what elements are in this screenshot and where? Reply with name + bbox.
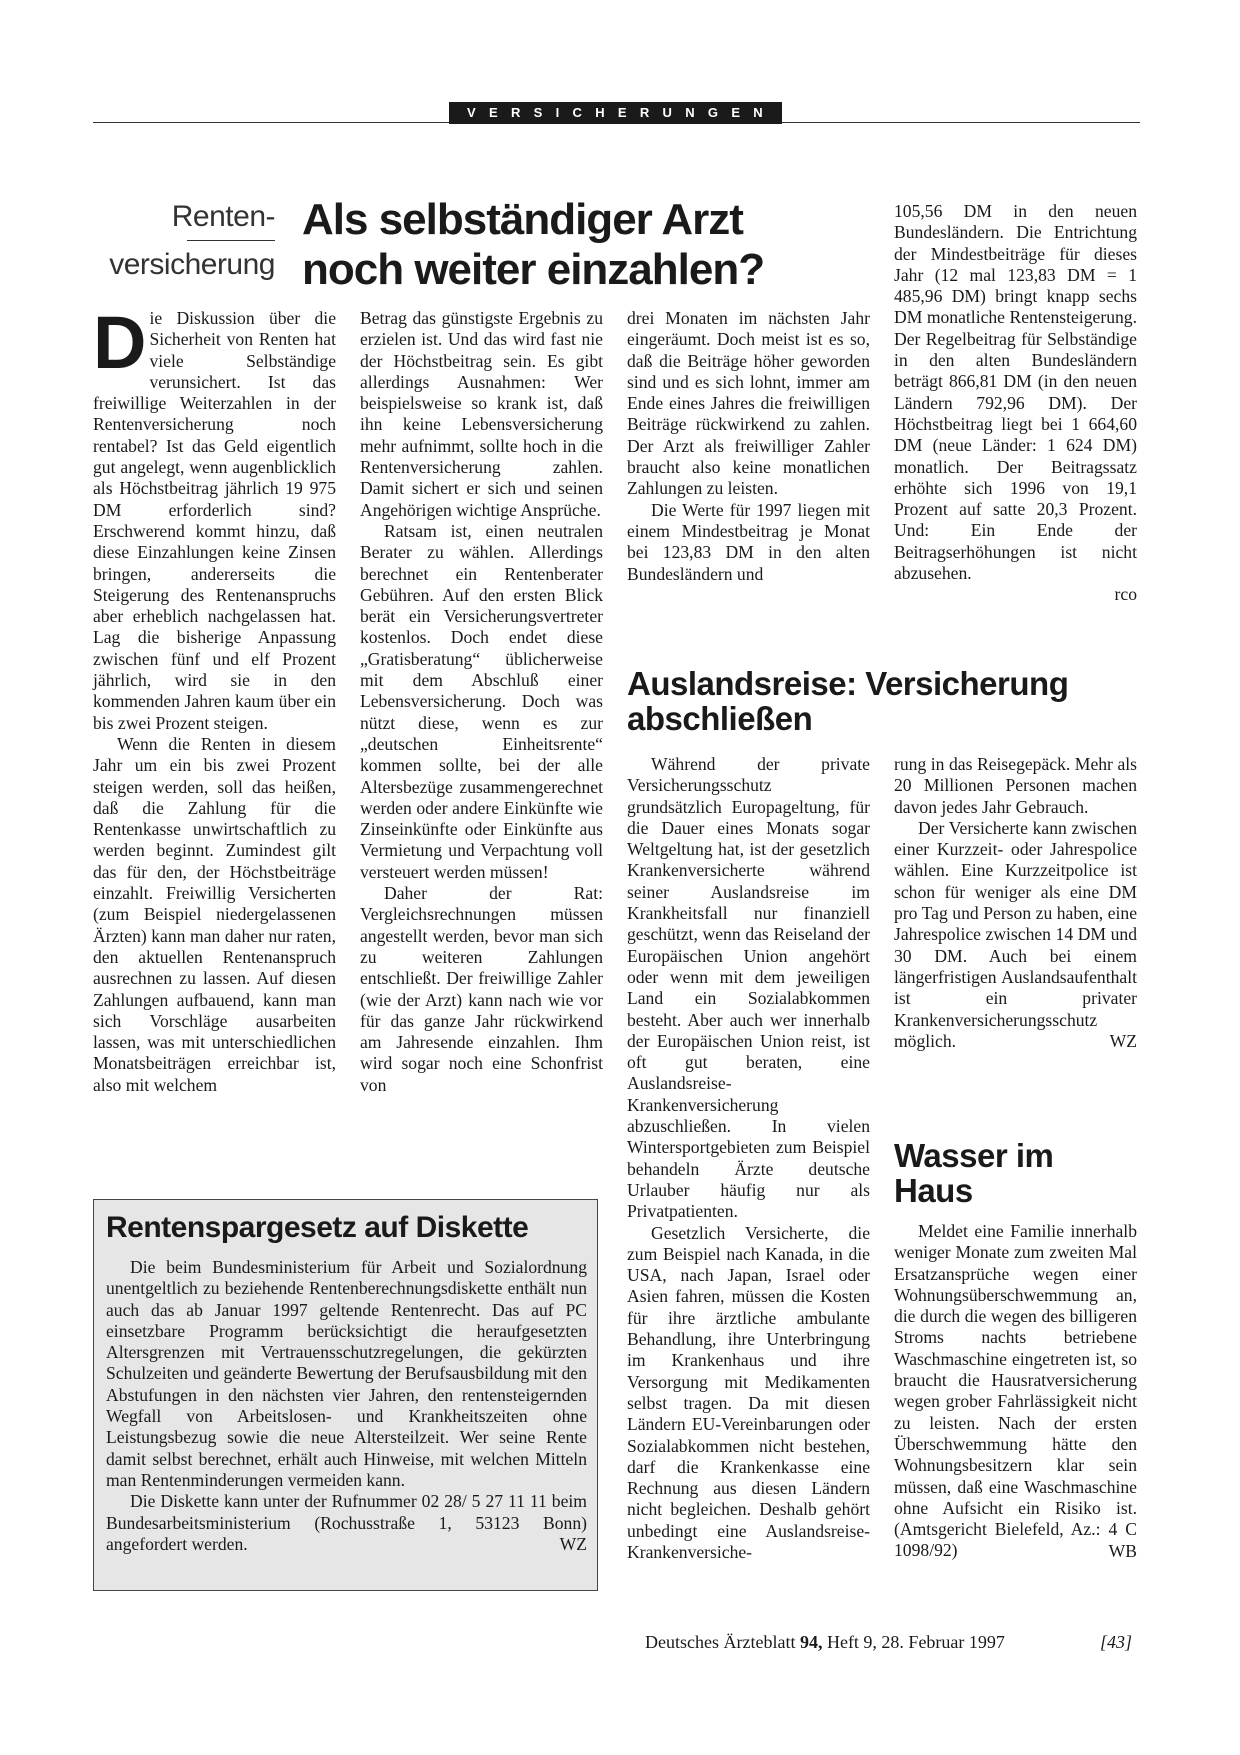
main-article-col-1 xyxy=(93,301,336,1096)
footer-volume: 94, xyxy=(799,1632,823,1652)
water-headline-line-2: Haus xyxy=(894,1172,973,1209)
signature: WZ xyxy=(559,1534,587,1555)
paragraph: ie Diskussion über die Sicherheit von Renten hat viele Selbständige verunsichert. Ist das freiwillige Weiterzahlen in der Rentenversicherung noch rentabel? Ist das Geld eigentlich gut angelegt, wenn augenblicklich als Höchstbeitrag jährlich 19 975 DM erforderlich sind? Erschwerend kommt hinzu, daß diese Einzahlungen keine Zinsen bringen, andererseits die Steigerung des Rentenanspruchs aber erheblich nachgelassen hat. Lag die bisherige Anpassung zwischen fünf und elf Prozent jährlich, wird sie in den kommenden Jahren kaum über ein bis zwei Prozent steigen. xyxy=(93,308,336,733)
paragraph: Die Diskette kann unter der Rufnummer 02 28/ 5 27 11 11 beim Bundesarbeitsministerium (Rochusstraße 1, 53123 Bonn) angefordert werden. xyxy=(106,1491,587,1554)
footer-citation xyxy=(645,1632,1005,1653)
box-body xyxy=(106,1257,587,1555)
main-article-col-3 xyxy=(627,308,870,585)
kicker-line-2: versicherung xyxy=(109,248,275,281)
paragraph: Betrag das günstigste Ergebnis zu erzielen ist. Und das wird fast nie der Höchstbeitrag sein. Es gibt allerdings Ausnahmen: Wer beispielsweise so krank ist, daß ihn keine Lebensversicherung mehr aufnimmt, sollte hoch in die Rentenversicherung zahlen. Damit sichert er sich und seinen Angehörigen wichtige Ansprüche. xyxy=(360,308,603,520)
box-title: Rentenspargesetz auf Diskette xyxy=(106,1211,529,1244)
paragraph: 105,56 DM in den neuen Bundesländern. Die Entrichtung der Mindestbeiträge für dieses Jahr (12 mal 123,83 DM = 1 485,96 DM) bringt knapp sechs DM monatliche Rentensteigerung. Der Regelbeitrag für Selbständige in den alten Bundesländern beträgt 866,81 DM (in den neuen Ländern 792,96 DM). Der Höchstbeitrag liegt bei 1 664,60 DM (neue Länder: 1 624 DM) monatlich. Der Beitragssatz erhöhte sich 1996 von 19,1 Prozent auf satte 20,3 Prozent. Und: Ein Ende der Beitragserhöhungen ist nicht abzusehen. xyxy=(894,201,1137,584)
paragraph: Wenn die Renten in diesem Jahr um ein bis zwei Prozent steigen werden, soll das heißen, daß die Zahlung für die Rentenkasse unwirtschaftlich zu werden beginnt. Zumindest gilt das für den, der Höchstbeiträge einzahlt. Freiwillig Versicherten (zum Beispiel niedergelassenen Ärzten) kann man daher nur raten, den aktuellen Rentenanspruch ausrechnen zu lassen. Auf diesen Zahlungen aufbauend, kann man sich Vorschläge ausarbeiten lassen, was mit unterschiedlichen Monatsbeiträgen erreichbar ist, also mit welchem xyxy=(93,733,336,1095)
footer-issue: Heft 9, 28. Februar 1997 xyxy=(826,1632,1005,1652)
paragraph: Während der private Versicherungsschutz grundsätzlich Europageltung, für die Dauer eines Monats sogar Weltgeltung hat, ist der gesetzlich Krankenversicherte während seiner Auslandsreise im Krankheitsfall nur finanziell geschützt, wenn das Reiseland der Europäischen Union angehört oder wenn mit dem jeweiligen Land ein Sozialabkommen besteht. Aber auch wer innerhalb der Europäischen Union reist, ist oft gut beraten, eine Auslandsreise-Krankenversicherung abzuschließen. In vielen Wintersportgebieten zum Beispiel behandeln Ärzte deutsche Urlauber häufig nur als Privatpatienten. xyxy=(627,754,870,1222)
section-tag: VERSICHERUNGEN xyxy=(449,102,782,124)
travel-article-col-1 xyxy=(627,754,870,1563)
main-article-col-4 xyxy=(894,201,1137,606)
signature: WB xyxy=(1108,1540,1137,1561)
kicker-rule xyxy=(187,240,275,241)
water-article-col xyxy=(894,1221,1137,1562)
paragraph: Meldet eine Familie innerhalb weniger Monate zum zweiten Mal Ersatzansprüche wegen einer Wohnungsüberschwemmung an, die durch die wegen des billigeren Stroms nachts betriebene Waschmaschine eingetreten ist, so braucht die Hausratversicherung wegen grober Fahrlässigkeit nicht zu leisten. Nach der ersten Überschwemmung hätte den Wohnungsbesitzern klar sein müssen, daß eine Waschmaschine ohne Aufsicht ein Risiko ist. (Amtsgericht Bielefeld, Az.: 4 C 1098/92) xyxy=(894,1221,1137,1561)
water-headline-line-1: Wasser im xyxy=(894,1137,1054,1174)
paragraph: Die Werte für 1997 liegen mit einem Mindestbeitrag je Monat bei 123,83 DM in den alten Bundesländern und xyxy=(627,499,870,584)
main-headline-line-2: noch weiter einzahlen? xyxy=(302,245,765,294)
paragraph: rung in das Reisegepäck. Mehr als 20 Millionen Personen machen davon jedes Jahr Gebrauch. xyxy=(894,754,1137,817)
paragraph: Gesetzlich Versicherte, die zum Beispiel nach Kanada, in die USA, nach Japan, Israel oder Asien fahren, müssen die Kosten für ihre ärztliche ambulante Behandlung, ihre Unterbringung im Krankenhaus und ihre Versorgung mit Medikamenten selbst tragen. Da mit diesen Ländern EU-Vereinbarungen oder Sozialabkommen nicht bestehen, darf die Krankenkasse eine Rechnung aus diesen Ländern nicht begleichen. Deshalb gehört unbedingt eine Auslandsreise-Krankenversiche- xyxy=(627,1222,870,1562)
travel-article-col-2 xyxy=(894,754,1137,1052)
signature: rco xyxy=(1114,584,1137,605)
paragraph: Der Versicherte kann zwischen einer Kurzzeit- oder Jahrespolice wählen. Eine Kurzzeitpolice ist schon für weniger als eine DM pro Tag und Person zu haben, eine Jahrespolice zwischen 14 DM und 30 DM. Auch bei einem längerfristigen Auslandsaufenthalt ist ein privater Krankenversicherungsschutz möglich. xyxy=(894,817,1137,1051)
paragraph: Daher der Rat: Vergleichsrechnungen müssen angestellt werden, bevor man sich zu weiteren Zahlungen entschließt. Der freiwillige Zahler (wie der Arzt) kann nach wie vor für das ganze Jahr rückwirkend am Jahresende einzahlen. Ihm wird sogar noch eine Schonfrist von xyxy=(360,883,603,1095)
paragraph: Ratsam ist, einen neutralen Berater zu wählen. Allerdings berechnet ein Rentenberater Gebühren. Auf den ersten Blick berät ein Versicherungsvertreter kostenlos. Doch endet diese „Gratisberatung“ üblicherweise mit dem Abschluß einer Lebensversicherung. Doch was nützt diese, wenn es zur „deutschen Einheitsrente“ kommen sollte, bei der alle Altersbezüge zusammengerechnet werden oder andere Einkünfte wie Zinseinkünfte oder Einkünfte aus Vermietung und Verpachtung voll versteuert werden müssen! xyxy=(360,520,603,882)
travel-headline-line-1: Auslandsreise: Versicherung xyxy=(627,665,1069,702)
info-box xyxy=(93,1199,598,1591)
main-article-col-2 xyxy=(360,308,603,1096)
kicker-line-1: Renten- xyxy=(171,200,275,233)
signature: WZ xyxy=(1109,1031,1137,1052)
dropcap: D xyxy=(93,301,145,384)
main-headline-line-1: Als selbständiger Arzt xyxy=(302,195,743,244)
travel-headline-line-2: abschließen xyxy=(627,700,813,737)
footer-publication: Deutsches Ärzteblatt xyxy=(645,1632,796,1652)
paragraph: Die beim Bundesministerium für Arbeit und Sozialordnung unentgeltlich zu beziehende Rentenberechnungsdiskette enthält nun auch das ab Januar 1997 geltende Rentenrecht. Das auf PC einsetzbare Programm berücksichtigt die heraufgesetzten Altersgrenzen mit Vertrauensschutzregelungen, die gekürzten Schulzeiten und geänderte Bewertung der Berufsausbildung mit den Abstufungen in den nächsten vier Jahren, den rentensteigernden Wegfall von Arbeitslosen- und Krankheitszeiten ohne Leistungsbezug sowie die neue Altersteilzeit. Wer seine Rente damit selbst berechnet, erhält auch Hinweise, mit welchen Mitteln man Rentenminderungen vermeiden kann. xyxy=(106,1257,587,1490)
footer-page-number: [43] xyxy=(1100,1632,1133,1652)
paragraph: drei Monaten im nächsten Jahr eingeräumt. Doch meist ist es so, daß die Beiträge höher geworden sind und es sich lohnt, immer am Ende eines Jahres die freiwilligen Beiträge rückwirkend zu zahlen. Der Arzt als freiwilliger Zahler braucht also keine monatlichen Zahlungen zu leisten. xyxy=(627,308,870,499)
